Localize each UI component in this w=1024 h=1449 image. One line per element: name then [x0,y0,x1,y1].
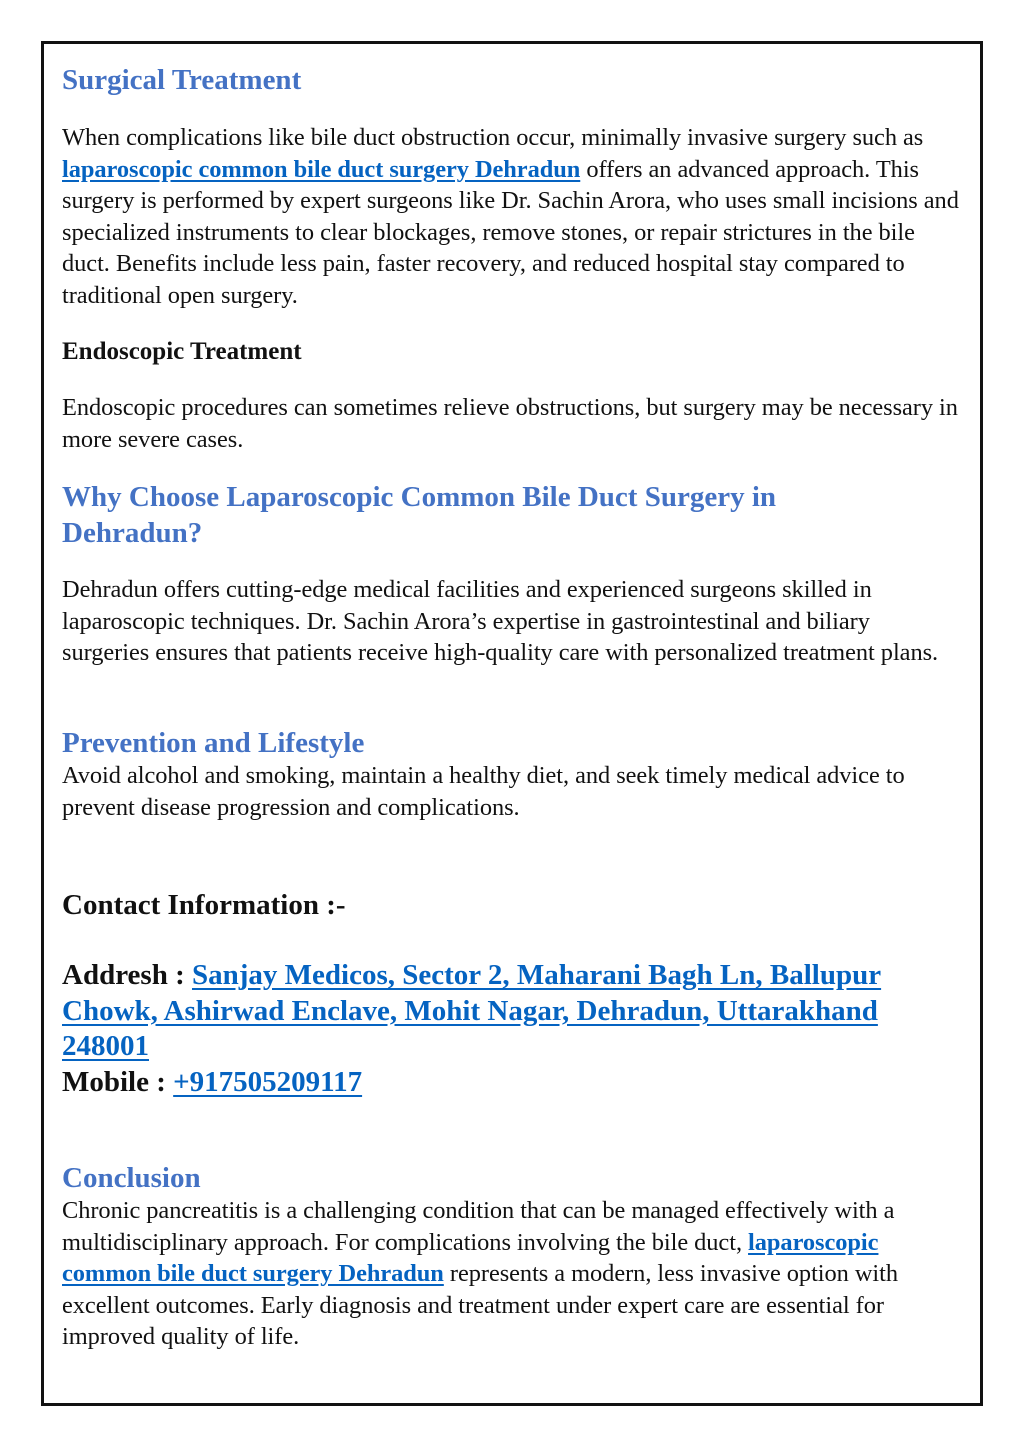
heading-surgical-treatment: Surgical Treatment [62,64,302,96]
heading-contact: Contact Information :- [62,889,346,921]
heading-why-choose: Why Choose Laparoscopic Common Bile Duct Surgery in Dehradun? [62,481,777,549]
section-contact [62,887,962,923]
conclusion-text-before: Chronic pancreatitis is a challenging condition that can be managed effectively with a multidisciplinary approach. For complications involving the bile duct, [62,1197,895,1256]
mobile-line [62,1065,952,1101]
mobile-label: Mobile : [62,1065,174,1098]
surgical-paragraph [62,122,962,312]
endoscopic-text: Endoscopic procedures can sometimes relieve obstructions, but surgery may be necessary in more severe cases. [62,394,958,453]
heading-conclusion: Conclusion [62,1162,201,1194]
section-surgical-treatment [62,62,962,98]
why-choose-paragraph [62,574,962,669]
contact-address-block [62,958,952,1100]
prevention-paragraph [62,760,932,823]
heading-prevention: Prevention and Lifestyle [62,727,365,759]
conclusion-text [62,1195,942,1353]
heading-endoscopic-treatment: Endoscopic Treatment [62,338,302,365]
address-line [62,958,952,1065]
surgical-text-after: offers an advanced approach. This surgery is performed by expert surgeons like Dr. Sachin Arora, who uses small incisions and specialized instruments to clear blockages, remove stones, or repair strictures in the bile duct. Benefits include less pain, faster recovery, and reduced hospital stay compared to traditional open surgery. [62,155,959,309]
section-prevention [62,725,962,761]
surgical-text [62,122,962,312]
address-label: Addresh : [62,959,192,991]
conclusion-paragraph [62,1195,942,1353]
conclusion-link[interactable]: laparoscopic common bile duct surgery Dehradun [62,1228,879,1288]
mobile-link[interactable]: +917505209117 [173,1065,363,1098]
surgical-text-before: When complications like bile duct obstruction occur, minimally invasive surgery such as [62,124,924,151]
surgical-link[interactable]: laparoscopic common bile duct surgery Dehradun [62,155,581,183]
section-endoscopic-treatment [62,336,962,368]
why-choose-text: Dehradun offers cutting-edge medical facilities and experienced surgeons skilled in laparoscopic techniques. Dr. Sachin Arora’s expertise in gastrointestinal and biliary surgeries ensures that patients receive high-quality care with personalized treatment plans. [62,576,939,667]
address-link[interactable]: Sanjay Medicos, Sector 2, Maharani Bagh Ln, Ballupur Chowk, Ashirwad Enclave, Mohit Nagar, Dehradun, Uttarakhand 248001 [62,959,882,1062]
section-why-choose [62,479,862,551]
section-conclusion [62,1160,962,1196]
conclusion-text-after: represents a modern, less invasive option with excellent outcomes. Early diagnosis and treatment under expert care are essential for improved quality of life. [62,1260,899,1351]
prevention-text: Avoid alcohol and smoking, maintain a healthy diet, and seek timely medical advice to prevent disease progression and complications. [62,762,905,821]
endoscopic-paragraph [62,392,962,455]
